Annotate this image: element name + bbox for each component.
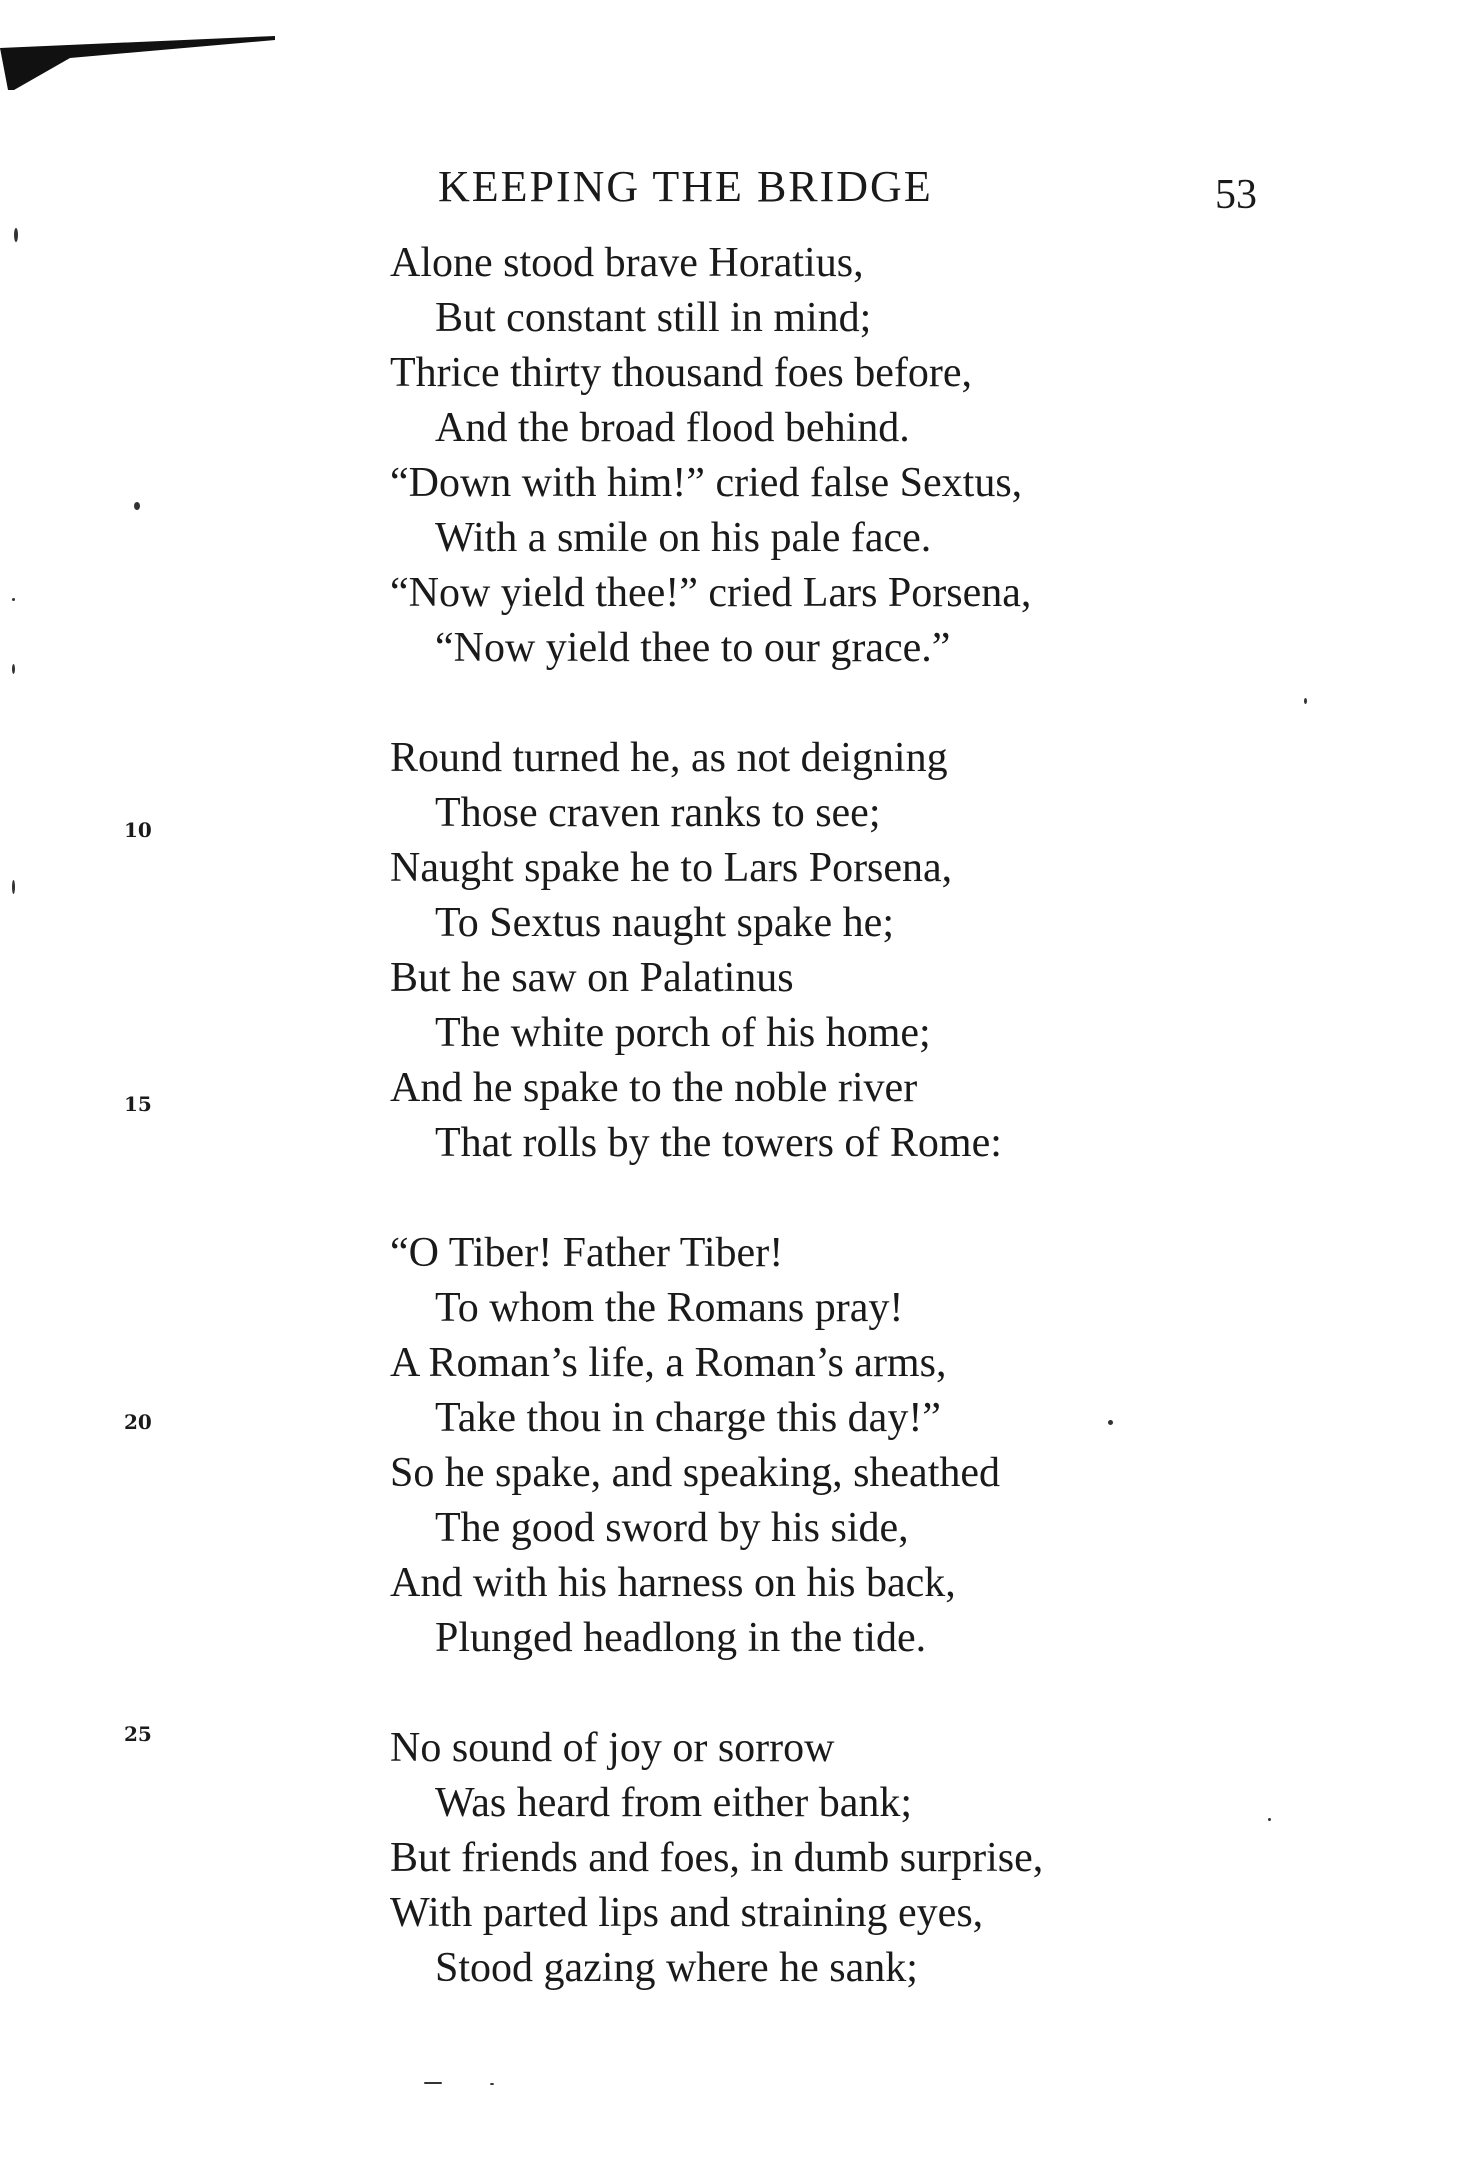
scan-speck bbox=[12, 598, 15, 601]
verse-line: Naught spake he to Lars Porsena, bbox=[390, 845, 953, 891]
verse-line: “O Tiber! Father Tiber! bbox=[390, 1230, 784, 1276]
stanza bbox=[390, 731, 1340, 1171]
verse-line: A Roman’s life, a Roman’s arms, bbox=[390, 1340, 947, 1386]
verse-line: Stood gazing where he sank; bbox=[435, 1945, 918, 1991]
verse-line: That rolls by the towers of Rome: bbox=[435, 1120, 1002, 1166]
verse-line: Alone stood brave Horatius, bbox=[390, 240, 864, 286]
scan-speck bbox=[1304, 698, 1307, 704]
verse-line: Was heard from either bank; bbox=[435, 1780, 913, 1826]
verse-line: The good sword by his side, bbox=[435, 1505, 909, 1551]
verse-line: “Down with him!” cried false Sextus, bbox=[390, 460, 1023, 506]
verse-line: “Now yield thee to our grace.” bbox=[435, 625, 951, 671]
verse-line: And he spake to the noble river bbox=[390, 1065, 918, 1111]
stanza bbox=[390, 1226, 1340, 1666]
verse-line: “Now yield thee!” cried Lars Porsena, bbox=[390, 570, 1032, 616]
line-number: 15 bbox=[124, 1092, 152, 1116]
verse-line: No sound of joy or sorrow bbox=[390, 1725, 835, 1771]
stanza bbox=[390, 1721, 1340, 1996]
stanza bbox=[390, 236, 1340, 676]
poem-body bbox=[390, 236, 1340, 2051]
verse-line: With a smile on his pale face. bbox=[435, 515, 932, 561]
verse-line: But constant still in mind; bbox=[435, 295, 872, 341]
scan-speck bbox=[424, 2082, 442, 2084]
verse-line: The white porch of his home; bbox=[435, 1010, 931, 1056]
line-number: 25 bbox=[124, 1722, 152, 1746]
running-title: KEEPING THE BRIDGE bbox=[438, 162, 933, 211]
verse-line: To whom the Romans pray! bbox=[435, 1285, 904, 1331]
scan-speck bbox=[12, 664, 15, 674]
scan-speck bbox=[490, 2083, 494, 2085]
verse-line: Round turned he, as not deigning bbox=[390, 735, 948, 781]
scan-speck bbox=[134, 502, 140, 510]
scan-speck bbox=[14, 228, 18, 242]
line-number: 20 bbox=[124, 1410, 152, 1434]
verse-line: Those craven ranks to see; bbox=[435, 790, 881, 836]
page-header bbox=[0, 162, 1462, 222]
verse-line: To Sextus naught spake he; bbox=[435, 900, 894, 946]
scan-speck bbox=[12, 880, 15, 894]
verse-line: But he saw on Palatinus bbox=[390, 955, 794, 1001]
line-number: 10 bbox=[124, 818, 152, 842]
verse-line: Take thou in charge this day!” bbox=[435, 1395, 941, 1441]
scan-speck bbox=[1268, 1818, 1271, 1821]
line-number-margin bbox=[0, 0, 200, 2178]
verse-line: Thrice thirty thousand foes before, bbox=[390, 350, 972, 396]
verse-line: So he spake, and speaking, sheathed bbox=[390, 1450, 1001, 1496]
verse-line: And the broad flood behind. bbox=[435, 405, 910, 451]
verse-line: But friends and foes, in dumb surprise, bbox=[390, 1835, 1044, 1881]
scan-speck bbox=[1108, 1420, 1113, 1425]
verse-line: With parted lips and straining eyes, bbox=[390, 1890, 984, 1936]
page-number: 53 bbox=[1215, 172, 1257, 218]
verse-line: Plunged headlong in the tide. bbox=[435, 1615, 927, 1661]
verse-line: And with his harness on his back, bbox=[390, 1560, 956, 1606]
